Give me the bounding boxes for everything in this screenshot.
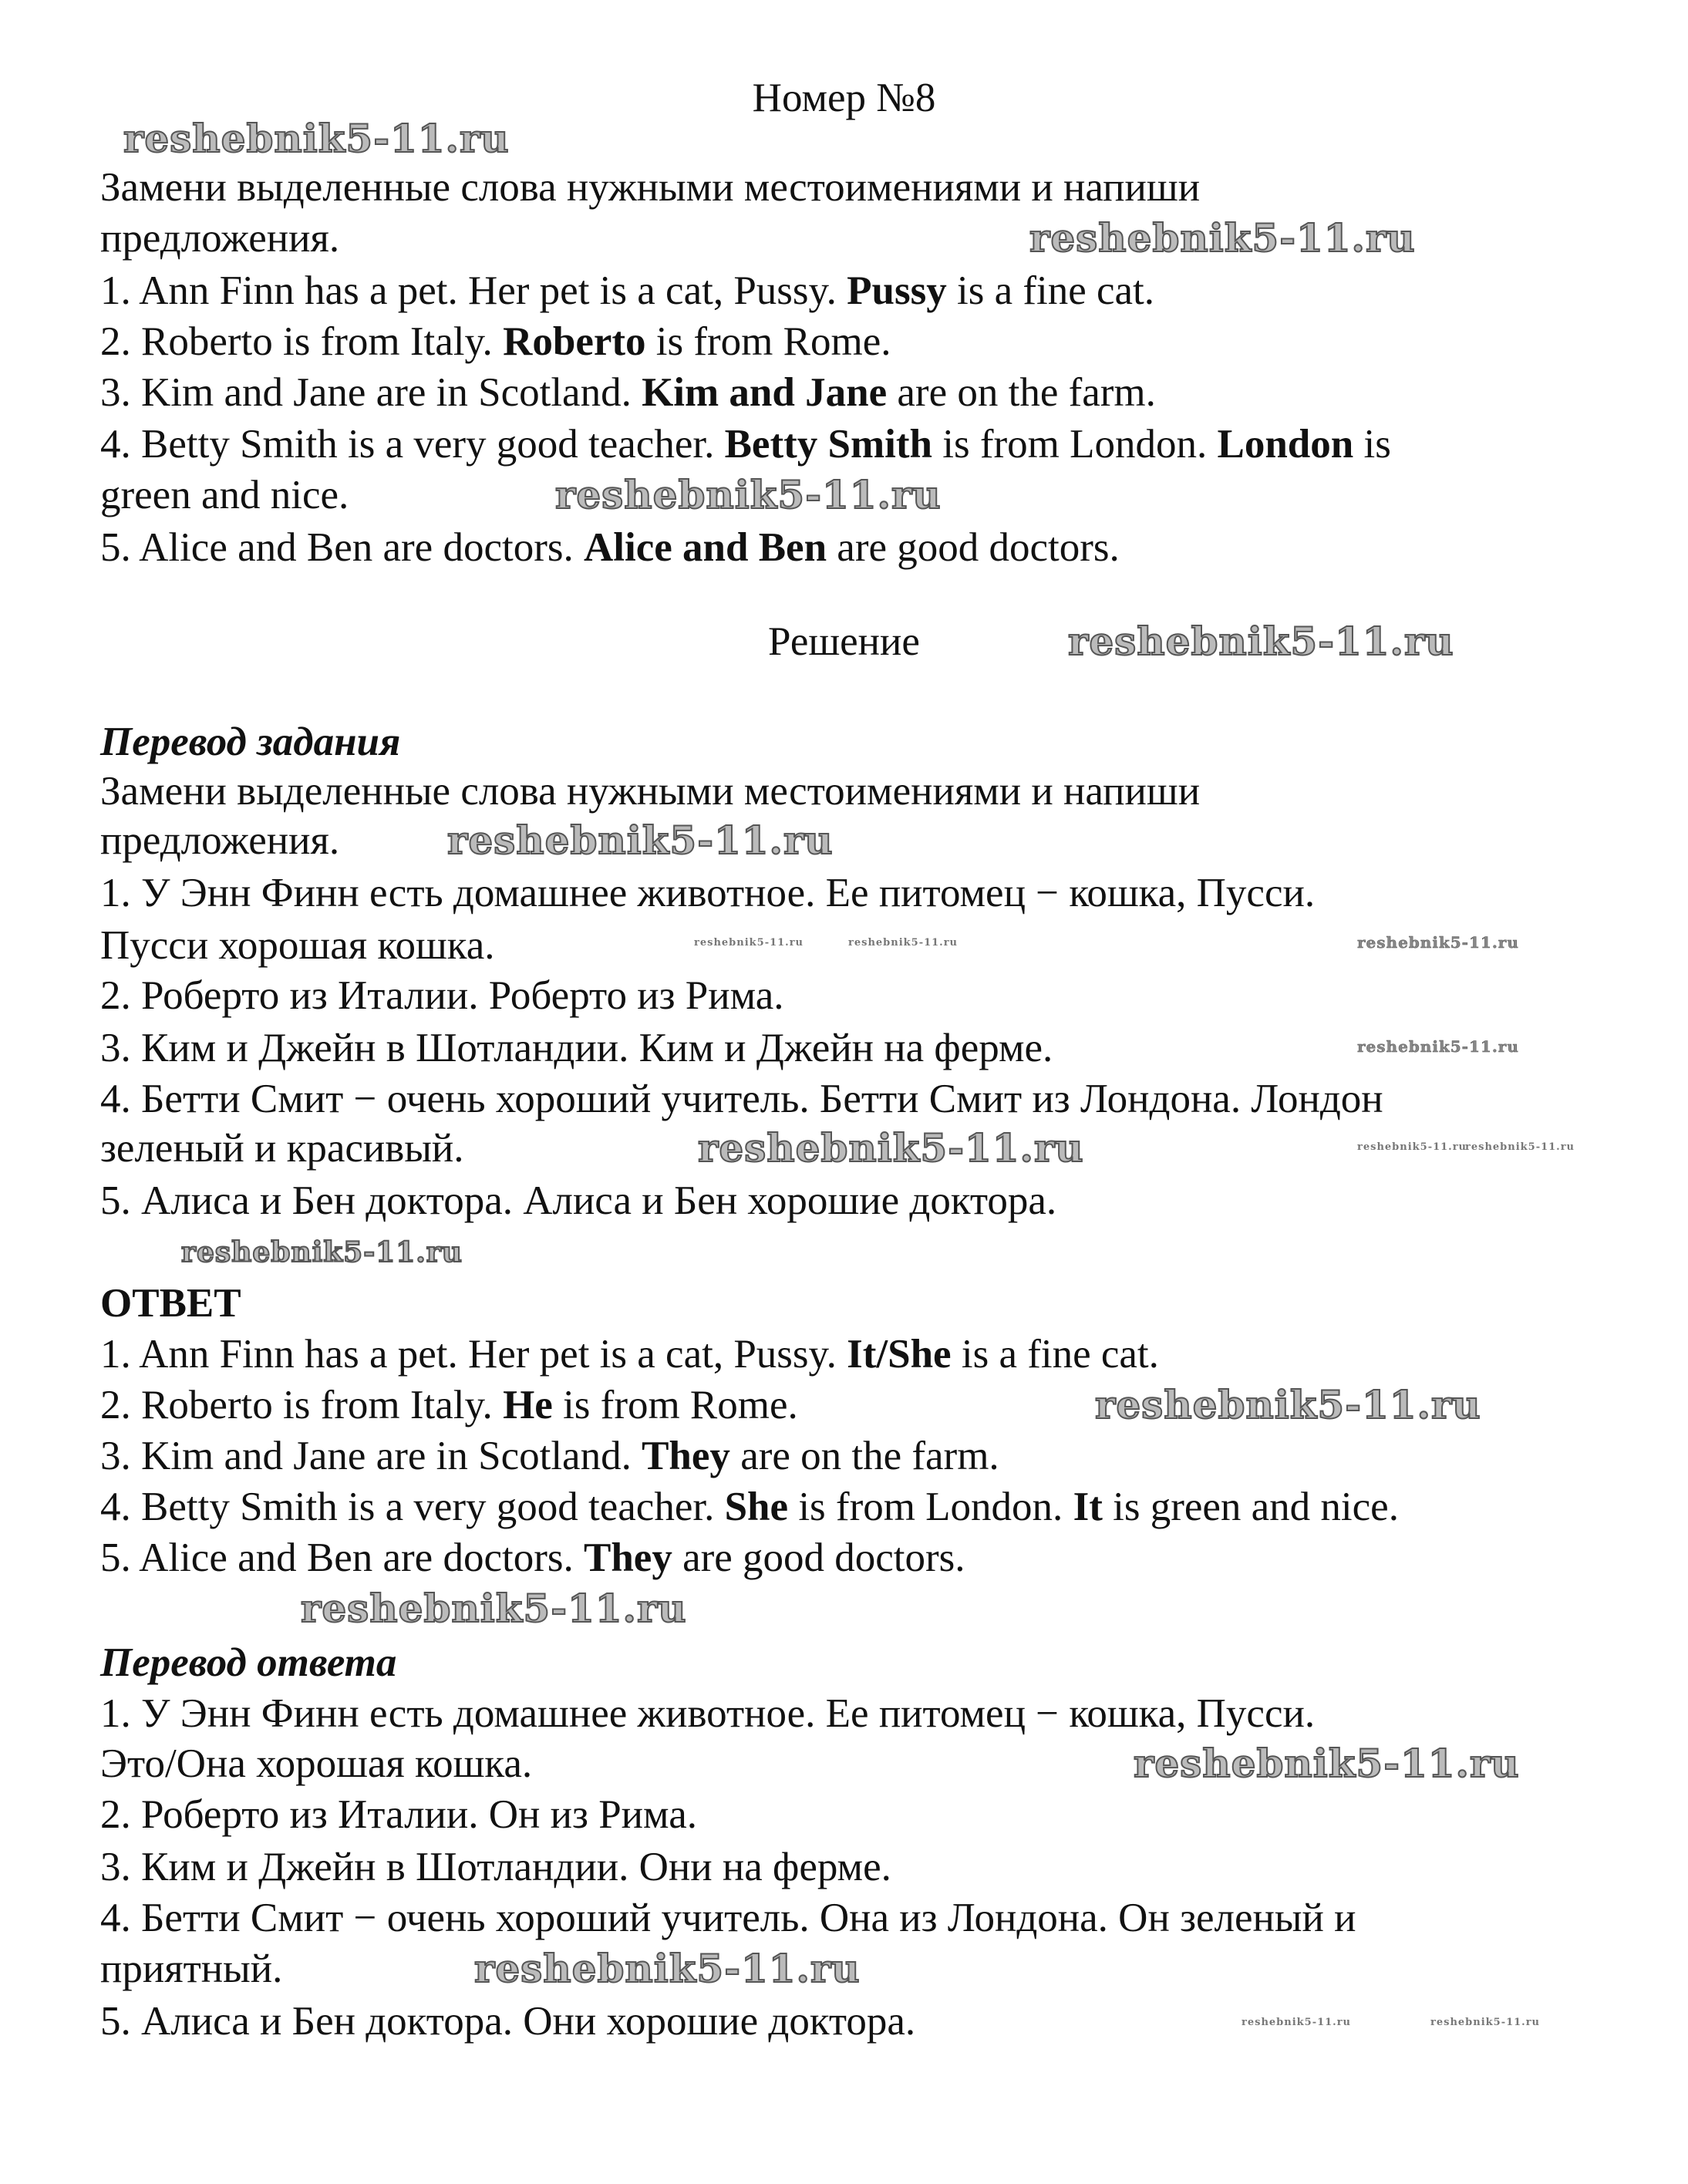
bold-text: He — [503, 1383, 553, 1427]
watermark: reshebnik5-11.ru — [1357, 933, 1519, 952]
text-line — [100, 868, 1315, 918]
text-line — [100, 1842, 891, 1892]
bold-text: It/She — [847, 1332, 952, 1377]
bold-text: Betty Smith — [724, 422, 932, 467]
text-line — [100, 1176, 1056, 1225]
text-segment: 3. Kim and Jane are in Scotland. — [100, 1434, 642, 1478]
text-line — [100, 266, 1154, 315]
text-line — [100, 1790, 697, 1839]
text-line — [100, 1997, 915, 2046]
text-segment: 4. Betty Smith is a very good teacher. — [100, 1485, 725, 1529]
text-line — [100, 767, 1200, 816]
text-segment: 2. Roberto is from Italy. — [100, 319, 504, 364]
text-segment: 4. Бетти Смит − очень хороший учитель. Бетти Смит из Лондона. Лондон — [100, 1077, 1383, 1121]
text-segment: is from London. — [788, 1485, 1073, 1529]
text-segment: is from Rome. — [552, 1383, 798, 1427]
task-translation-heading: Перевод задания — [100, 720, 401, 764]
answer-heading: ОТВЕТ — [100, 1281, 241, 1326]
text-segment: are on the farm. — [729, 1434, 999, 1478]
watermark: reshebnik5-11.ru — [1430, 2017, 1541, 2028]
bold-text: She — [724, 1485, 789, 1529]
bold-text: Roberto — [503, 319, 646, 364]
text-segment: 5. Alice and Ben are doctors. — [100, 1535, 584, 1580]
text-line — [100, 1380, 798, 1430]
text-line — [100, 1482, 1399, 1532]
answer-translation-heading: Перевод ответа — [100, 1640, 397, 1685]
text-line — [100, 1944, 282, 1994]
text-segment: 5. Алиса и Бен доктора. Они хорошие доктора. — [100, 1999, 916, 2044]
text-line — [100, 1689, 1315, 1738]
watermark: reshebnik5-11.ru — [698, 1125, 1084, 1171]
bold-text: Kim and Jane — [642, 370, 888, 415]
watermark: reshebnik5-11.ru — [1357, 1141, 1467, 1153]
text-segment: зеленый и красивый. — [100, 1126, 464, 1171]
text-segment: Пусси хорошая кошка. — [100, 923, 495, 968]
bold-text: Pussy — [847, 268, 947, 313]
text-segment: 1. У Энн Финн есть домашнее животное. Ее питомец − кошка, Пусси. — [100, 871, 1316, 915]
text-line — [100, 470, 349, 520]
bold-text: They — [642, 1434, 730, 1478]
text-segment: is from Rome. — [645, 319, 891, 364]
text-line — [100, 523, 1120, 572]
watermark: reshebnik5-11.ru — [1095, 1382, 1481, 1427]
bold-text: It — [1073, 1485, 1103, 1529]
text-segment: 1. Ann Finn has a pet. Her pet is a cat, Pussy. — [100, 268, 847, 313]
text-segment: предложения. — [100, 818, 340, 863]
watermark: reshebnik5-11.ru — [555, 472, 942, 517]
text-segment: Замени выделенные слова нужными местоимениями и напиши — [100, 769, 1201, 814]
text-line — [100, 163, 1200, 212]
text-line — [100, 921, 494, 970]
text-segment: are good doctors. — [672, 1535, 965, 1580]
watermark: reshebnik5-11.ru — [1029, 215, 1416, 261]
bold-text: They — [583, 1535, 672, 1580]
watermark: reshebnik5-11.ru — [694, 937, 804, 949]
text-line — [100, 1893, 1356, 1943]
text-segment: предложения. — [100, 216, 340, 261]
bold-text: Alice and Ben — [583, 525, 827, 570]
bold-text: London — [1217, 422, 1354, 467]
watermark: reshebnik5-11.ru — [1242, 2017, 1352, 2028]
page-title: Номер №8 — [752, 76, 936, 120]
watermark: reshebnik5-11.ru — [181, 1236, 463, 1269]
text-line — [100, 1533, 965, 1582]
text-line — [100, 1330, 1159, 1379]
text-segment: 2. Роберто из Италии. Роберто из Рима. — [100, 973, 784, 1018]
text-segment: is a fine cat. — [946, 268, 1155, 313]
text-line — [100, 816, 339, 865]
text-line — [100, 1074, 1383, 1124]
text-segment: 3. Ким и Джейн в Шотландии. Они на ферме. — [100, 1845, 891, 1889]
text-line — [100, 971, 784, 1020]
watermark: reshebnik5-11.ru — [848, 937, 959, 949]
text-segment: 5. Alice and Ben are doctors. — [100, 525, 584, 570]
watermark: reshebnik5-11.ru — [123, 116, 510, 161]
watermark: reshebnik5-11.ru — [1357, 1037, 1519, 1056]
text-segment: is — [1353, 422, 1391, 467]
text-segment: 3. Ким и Джейн в Шотландии. Ким и Джейн на ферме. — [100, 1026, 1053, 1070]
text-segment: 2. Roberto is from Italy. — [100, 1383, 504, 1427]
text-line — [100, 1739, 532, 1788]
watermark: reshebnik5-11.ru — [1465, 1141, 1575, 1153]
text-line — [100, 368, 1156, 417]
text-segment: is green and nice. — [1102, 1485, 1399, 1529]
text-segment: 3. Kim and Jane are in Scotland. — [100, 370, 642, 415]
text-segment: 5. Алиса и Бен доктора. Алиса и Бен хорошие доктора. — [100, 1178, 1057, 1223]
text-segment: 4. Betty Smith is a very good teacher. — [100, 422, 725, 467]
text-line — [100, 214, 339, 263]
text-line — [100, 317, 891, 366]
watermark: reshebnik5-11.ru — [1134, 1741, 1520, 1786]
text-segment: 2. Роберто из Италии. Он из Рима. — [100, 1792, 697, 1837]
watermark: reshebnik5-11.ru — [1068, 618, 1454, 664]
text-line — [100, 1431, 999, 1481]
text-segment: приятный. — [100, 1946, 283, 1991]
text-line — [100, 420, 1391, 469]
text-segment: is from London. — [932, 422, 1218, 467]
watermark: reshebnik5-11.ru — [301, 1586, 687, 1631]
text-segment: is a fine cat. — [951, 1332, 1159, 1377]
text-line — [100, 1023, 1053, 1073]
text-segment: 1. Ann Finn has a pet. Her pet is a cat, Pussy. — [100, 1332, 847, 1377]
solution-label: Решение — [768, 619, 920, 664]
text-segment: are on the farm. — [887, 370, 1156, 415]
text-segment: are good doctors. — [827, 525, 1120, 570]
watermark: reshebnik5-11.ru — [447, 817, 834, 863]
text-segment: 4. Бетти Смит − очень хороший учитель. Она из Лондона. Он зеленый и — [100, 1896, 1356, 1940]
watermark: reshebnik5-11.ru — [474, 1946, 861, 1991]
text-segment: 1. У Энн Финн есть домашнее животное. Ее питомец − кошка, Пусси. — [100, 1691, 1316, 1736]
text-segment: green and nice. — [100, 473, 349, 517]
text-line — [100, 1124, 464, 1173]
text-segment: Это/Она хорошая кошка. — [100, 1741, 533, 1786]
text-segment: Замени выделенные слова нужными местоимениями и напиши — [100, 165, 1201, 210]
